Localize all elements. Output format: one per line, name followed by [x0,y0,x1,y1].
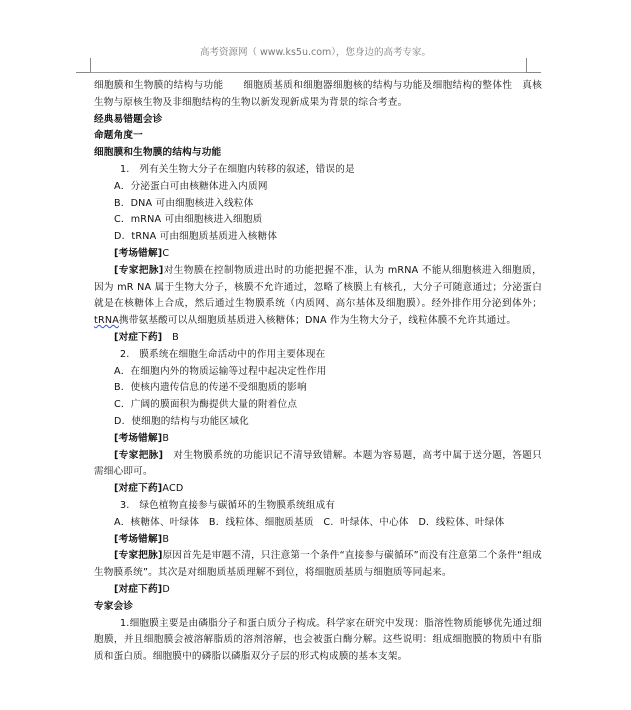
q1-expert-text-2: 携带氨基酸可以从细胞质基质进入核糖体；DNA 作为生物大分子，线粒体膜不允许其通过。 [118,315,517,327]
q3-answer-value: D [162,583,170,595]
q2-error-label: [考场错解] [114,432,163,444]
q3-options: A．核糖体、叶绿体 B．线粒体、细胞质基质 C．叶绿体、中心体 D．线粒体、叶绿体 [114,516,505,528]
q3-error-label: [考场错解] [114,533,163,545]
topic-title: 细胞膜和生物膜的结构与功能 [94,147,222,159]
header-corner-mark-right [526,58,541,73]
expert-section-title: 专家会诊 [94,600,134,612]
section-title: 经典易错题会诊 [94,113,163,125]
q1-expert-label: [专家把脉] [114,264,164,276]
q2-expert [94,448,542,482]
q2-option-c: C．广阔的膜面积为酶提供大量的附着位点 [114,399,298,411]
q2-option-a: A．在细胞内外的物质运输等过程中起决定性作用 [114,365,327,377]
q3-expert [94,548,542,582]
q1-answer [94,330,542,347]
header-rule [90,72,526,73]
q2-expert-text: 对生物膜系统的功能识记不清导致错解。本题为容易题，高考中属于送分题，答题只需细心即可。 [94,449,542,478]
q2-error-value: B [162,432,170,444]
q3-error [94,532,542,549]
q2-stem: 2. 膜系统在细胞生命活动中的作用主要体现在 [120,348,326,360]
q2-expert-label: [专家把脉] [114,449,164,461]
q2-answer [94,481,542,498]
q2-option-b: B．使核内遗传信息的传递不受细胞质的影响 [114,382,307,394]
q1-stem: 1. 列有关生物大分子在细胞内转移的叙述，错误的是 [120,163,355,175]
q2-option-d: D．使细胞的结构与功能区域化 [114,415,249,427]
q3-error-value: B [162,533,170,545]
q1-error-label: [考场错解] [114,247,163,259]
q1-expert-wavy-term: tRNA [94,315,119,327]
q1-answer-value: B [172,331,179,343]
page-header: 高考资源网（ www.ks5u.com），您身边的高考专家。 [199,47,432,58]
q1-expert [94,263,542,330]
q1-option-b: B．DNA 可由细胞核进入线粒体 [114,197,254,209]
q2-answer-label: [对症下药] [114,483,163,495]
q2-answer-value: ACD [162,483,184,495]
q1-error [94,246,542,263]
angle-title: 命题角度一 [94,130,143,142]
expert-section-text: 1.细胞膜主要是由磷脂分子和蛋白质分子构成。科学家在研究中发现：脂溶性物质能够优先通过细胞膜，并且细胞膜会被溶解脂质的溶剂溶解，也会被蛋白酶分解。这些说明：组成细胞膜的物质中有脂质和蛋白质。细胞膜中的磷脂以磷脂双分子层的形式构成膜的基本支架。 [94,617,542,663]
q1-error-value: C [162,247,170,259]
q3-answer [94,582,542,599]
document-body [94,78,542,666]
q1-answer-label: [对症下药] [114,331,163,343]
intro-paragraph: 细胞膜和生物膜的结构与功能 细胞质基质和细胞器细胞核的结构与功能及细胞结构的整体性 真核生物与原核生物及非细胞结构的生物以新发现新成果为背景的综合考查。 [94,80,542,108]
q3-expert-text: 原因首先是审题不清，只注意第一个条件“直接参与碳循环”而没有注意第二个条件“组成生物膜系统”。其次是对细胞质基质理解不到位，将细胞质基质与细胞质等同起来。 [94,550,542,579]
q1-option-d: D．tRNA 可由细胞质基质进入核糖体 [114,231,278,243]
q3-answer-label: [对症下药] [114,583,163,595]
q1-option-c: C．mRNA 可由细胞核进入细胞质 [114,214,263,226]
q2-error [94,431,542,448]
q3-expert-label: [专家把脉] [114,550,163,562]
q1-option-a: A．分泌蛋白可由核糖体进入内质网 [114,180,268,192]
q1-expert-text-1: 对生物膜在控制物质进出时的功能把握不准，认为 mRNA 不能从细胞核进入细胞质，因为 mR NA 属于生物大分子，核膜不允许通过，忽略了核膜上有核孔，大分子可随意通过；分泌蛋白就是在核糖体上合成，然后通过生物膜系统（内质网、高尔基体及细胞膜）。经外排作用分泌到体外； [94,264,542,310]
header-corner-mark-left [76,58,91,73]
q3-stem: 3. 绿色植物直接参与碳循环的生物膜系统组成有 [120,499,336,511]
